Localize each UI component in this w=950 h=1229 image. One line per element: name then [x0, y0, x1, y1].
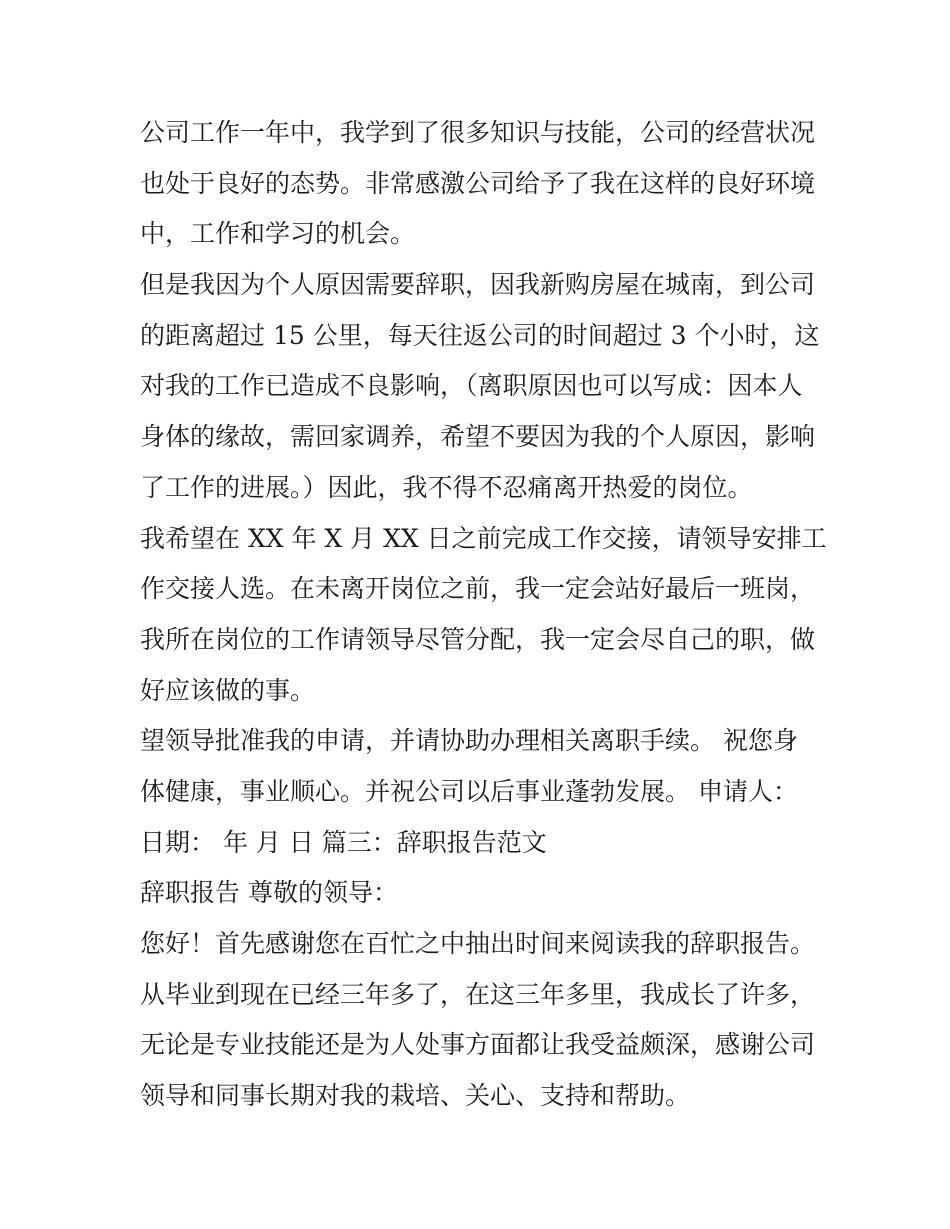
text-line: 我希望在 XX 年 X 月 XX 日之前完成工作交接，请领导安排工 — [140, 523, 827, 553]
document-body — [140, 108, 827, 1122]
text-line: 领导和同事长期对我的栽培、关心、支持和帮助。 — [140, 1081, 691, 1111]
text-line: 了工作的进展。）因此，我不得不忍痛离开热爱的岗位。 — [140, 472, 753, 502]
text-line: 的距离超过 15 公里，每天往返公司的时间超过 3 个小时，这 — [140, 320, 820, 350]
text-line: 作交接人选。在未离开岗位之前，我一定会站好最后一班岗， — [140, 574, 816, 604]
text-line: 但是我因为个人原因需要辞职，因我新购房屋在城南，到公司 — [140, 270, 816, 300]
text-line: 望领导批准我的申请，并请协助办理相关离职手续。 祝您身 — [140, 726, 798, 756]
text-line: 公司工作一年中，我学到了很多知识与技能，公司的经营状况 — [140, 118, 816, 147]
text-line: 日期： 年 月 日 篇三：辞职报告范文 — [140, 827, 547, 857]
text-line: 对我的工作已造成不良影响，（离职原因也可以写成：因本人 — [140, 371, 803, 401]
text-line: 也处于良好的态势。非常感激公司给予了我在这样的良好环境 — [140, 168, 816, 198]
text-line: 从毕业到现在已经三年多了，在这三年多里，我成长了许多， — [140, 979, 816, 1009]
text-line: 辞职报告 尊敬的领导： — [140, 878, 398, 908]
text-line: 您好！首先感谢您在百忙之中抽出时间来阅读我的辞职报告。 — [140, 929, 816, 958]
text-line: 无论是专业技能还是为人处事方面都让我受益颇深，感谢公司 — [140, 1030, 816, 1060]
text-line: 体健康，事业顺心。并祝公司以后事业蓬勃发展。 申请人： — [140, 776, 798, 806]
text-line: 中，工作和学习的机会。 — [140, 219, 416, 249]
text-line: 身体的缘故，需回家调养，希望不要因为我的个人原因，影响 — [140, 422, 816, 452]
text-line: 我所在岗位的工作请领导尽管分配，我一定会尽自己的职，做 — [140, 624, 816, 654]
text-line: 好应该做的事。 — [140, 675, 316, 705]
